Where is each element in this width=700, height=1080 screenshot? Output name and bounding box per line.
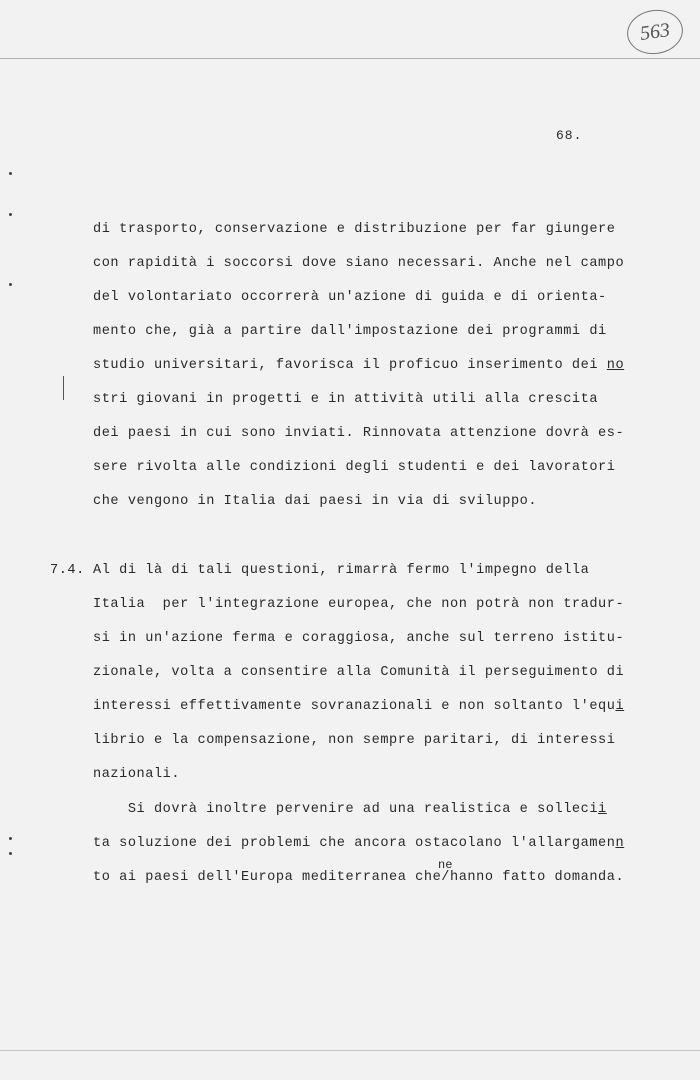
underlined-syllable: i <box>598 802 607 817</box>
bottom-rule <box>0 1050 700 1051</box>
underlined-syllable: n <box>615 836 625 851</box>
margin-dot <box>9 283 12 286</box>
text-line: studio universitari, favorisca il proficuo inserimento dei <box>93 358 607 373</box>
archive-stamp: 563 <box>624 6 686 57</box>
margin-dot <box>9 852 12 855</box>
margin-dot <box>9 213 12 216</box>
underlined-syllable: i <box>615 699 625 714</box>
text-line: si in un'azione ferma e coraggiosa, anche sul terreno istitu- <box>93 631 625 646</box>
top-rule <box>0 58 700 59</box>
text-line: stri giovani in progetti e in attività utili alla crescita <box>93 392 599 407</box>
text-line: interessi effettivamente sovranazionali e non soltanto l'equ <box>93 699 616 714</box>
text-line: di trasporto, conservazione e distribuzione per far giungere <box>93 222 616 237</box>
text-line: nazionali. <box>93 767 181 782</box>
text-line: sere rivolta alle condizioni degli studenti e dei lavoratori <box>93 460 616 475</box>
text-line: dei paesi in cui sono inviati. Rinnovata attenzione dovrà es- <box>93 426 625 441</box>
underlined-syllable: no <box>606 358 625 373</box>
margin-dot <box>9 172 12 175</box>
margin-dot <box>9 837 12 840</box>
text-line: to ai paesi dell'Europa mediterranea che/hanno fatto domanda. <box>93 870 625 885</box>
text-line: del volontariato occorrerà un'azione di guida e di orienta- <box>93 290 607 305</box>
section-number: 7.4. <box>50 563 85 578</box>
text-line: librio e la compensazione, non sempre paritari, di interessi <box>93 733 616 748</box>
text-line: con rapidità i soccorsi dove siano necessari. Anche nel campo <box>93 256 625 271</box>
text-line: Italia per l'integrazione europea, che non potrà non tradur- <box>93 597 625 612</box>
text-line: che vengono in Italia dai paesi in via di sviluppo. <box>93 494 538 509</box>
text-line-with-tail <box>93 802 607 817</box>
text-line-with-tail <box>93 836 624 851</box>
text-line: mento che, già a partire dall'impostazione dei programmi di <box>93 324 607 339</box>
text-line-with-tail <box>93 358 624 373</box>
text-line: Al di là di tali questioni, rimarrà fermo l'impegno della <box>93 563 590 578</box>
text-line: Si dovrà inoltre pervenire ad una realistica e solleci <box>93 802 599 817</box>
text-line: zionale, volta a consentire alla Comunità il perseguimento di <box>93 665 625 680</box>
text-line: ta soluzione dei problemi che ancora ostacolano l'allargamen <box>93 836 616 851</box>
margin-bar <box>63 376 64 400</box>
page-number: 68. <box>556 128 583 143</box>
text-line-with-tail <box>93 699 624 714</box>
handwritten-insertion: ne <box>438 858 453 872</box>
